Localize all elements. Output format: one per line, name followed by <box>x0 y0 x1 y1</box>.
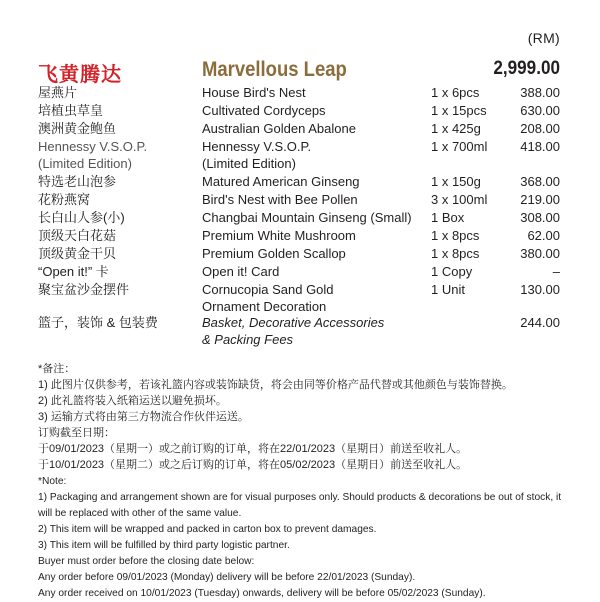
item-price: 388.00 <box>520 85 560 100</box>
item-quantity: 1 x 6pcs <box>431 85 480 100</box>
item-row <box>38 102 560 120</box>
item-price: 380.00 <box>520 246 560 261</box>
note-line: Any order before 09/01/2023 (Monday) delivery will be before 22/01/2023 (Sunday). <box>38 572 416 583</box>
item-english-name: Premium Golden Scallop <box>202 246 346 261</box>
item-chinese-name: 培植虫草皇 <box>38 103 104 118</box>
item-quantity: 1 x 15pcs <box>431 103 487 118</box>
item-row <box>38 245 560 263</box>
currency-label: (RM) <box>527 30 560 46</box>
note-heading: *备注： <box>38 363 76 375</box>
item-row <box>38 191 560 209</box>
item-chinese-name: 特选老山泡参 <box>38 174 117 189</box>
item-list <box>38 84 560 350</box>
item-price: 219.00 <box>520 192 560 207</box>
item-english-name: Cultivated Cordyceps <box>202 103 326 118</box>
item-chinese-name: 长白山人参(小) <box>38 210 125 225</box>
item-quantity: 1 Copy <box>431 264 473 279</box>
item-chinese-name: 顶级天白花菇 <box>38 228 117 243</box>
item-english-name-line2: Ornament Decoration <box>202 299 327 314</box>
item-chinese-name: 澳洲黄金鲍鱼 <box>38 121 117 136</box>
item-row <box>38 209 560 227</box>
note-line: Buyer must order before the closing date below: <box>38 556 255 567</box>
note-line: 3) This item will be fulfilled by third party logistic partner. <box>38 540 290 551</box>
note-line: will be replaced with other of the same value. <box>38 508 242 519</box>
item-chinese-name-line2: (Limited Edition) <box>38 156 132 171</box>
item-chinese-name-line1: Hennessy V.S.O.P. <box>38 139 148 154</box>
item-english-name: Matured American Ginseng <box>202 174 360 189</box>
note-line: 1) 此图片仅供参考，若该礼篮内容或装饰缺货，将会由同等价格产品代替或其他颜色与装饰替换。 <box>38 379 513 391</box>
product-title-english: Marvellous Leap <box>202 58 347 81</box>
product-title-chinese: 飞黄腾达 <box>38 64 122 86</box>
item-english-name: House Bird's Nest <box>202 85 306 100</box>
item-chinese-name <box>38 138 198 172</box>
item-price: 418.00 <box>520 139 560 154</box>
note-line: 于10/01/2023（星期二）或之后订购的订单，将在05/02/2023（星期日）前送至收礼人。 <box>38 459 468 471</box>
item-chinese-name: 屋燕片 <box>38 85 78 100</box>
item-row <box>38 84 560 102</box>
item-price: – <box>552 264 560 279</box>
item-price: 62.00 <box>527 228 560 243</box>
item-english-name <box>202 314 428 348</box>
note-line: Any order received on 10/01/2023 (Tuesday) onwards, delivery will be before 05/02/2023 (Sunday). <box>38 588 486 599</box>
item-english-name: Australian Golden Abalone <box>202 121 356 136</box>
item-price: 308.00 <box>520 210 560 225</box>
item-row <box>38 173 560 191</box>
item-english-name <box>202 138 428 172</box>
item-quantity: 1 x 425g <box>431 121 481 136</box>
item-quantity: 1 x 8pcs <box>431 228 480 243</box>
notes-english <box>38 474 570 602</box>
item-english-name: Bird's Nest with Bee Pollen <box>202 192 358 207</box>
note-line: 订购截至日期： <box>38 427 115 439</box>
product-total-price: 2,999.00 <box>493 58 560 79</box>
item-row <box>38 314 560 350</box>
note-line: 2) 此礼篮将装入纸箱运送以避免损坏。 <box>38 395 227 407</box>
item-quantity: 1 x 150g <box>431 174 481 189</box>
item-price: 368.00 <box>520 174 560 189</box>
item-english-name: Open it! Card <box>202 264 280 279</box>
notes-chinese <box>38 361 570 473</box>
item-row <box>38 120 560 138</box>
item-row <box>38 263 560 281</box>
note-heading: *Note: <box>38 476 67 487</box>
item-chinese-name: 聚宝盆沙金摆件 <box>38 282 130 297</box>
item-chinese-name: 花粉燕窝 <box>38 192 91 207</box>
item-quantity: 1 Box <box>431 210 465 225</box>
item-price: 208.00 <box>520 121 560 136</box>
item-english-name-line1: Basket, Decorative Accessories <box>202 315 385 330</box>
item-english-name: Premium White Mushroom <box>202 228 356 243</box>
note-line: 2) This item will be wrapped and packed in carton box to prevent damages. <box>38 524 377 535</box>
item-chinese-name: 顶级黄金干贝 <box>38 246 117 261</box>
note-line: 1) Packaging and arrangement shown are for visual purposes only. Should products & decorations be out of stock, it <box>38 492 562 503</box>
item-quantity: 1 x 8pcs <box>431 246 480 261</box>
item-row <box>38 227 560 245</box>
item-english-name: Changbai Mountain Ginseng (Small) <box>202 210 412 225</box>
item-english-name-line2: (Limited Edition) <box>202 156 296 171</box>
item-english-name-line2: & Packing Fees <box>202 332 294 347</box>
item-row <box>38 138 560 173</box>
item-chinese-name: 篮子，装饰 & 包装费 <box>38 315 158 330</box>
item-chinese-name: “Open it!” 卡 <box>38 264 109 279</box>
item-quantity: 1 Unit <box>431 282 465 297</box>
note-line: 3) 运输方式将由第三方物流合作伙伴运送。 <box>38 411 249 423</box>
item-price: 244.00 <box>520 315 560 330</box>
item-quantity: 1 x 700ml <box>431 139 488 154</box>
item-price: 630.00 <box>520 103 560 118</box>
item-english-name <box>202 281 428 315</box>
item-english-name-line1: Cornucopia Sand Gold <box>202 282 334 297</box>
product-header <box>38 58 560 84</box>
item-price: 130.00 <box>520 282 560 297</box>
item-quantity: 3 x 100ml <box>431 192 488 207</box>
item-english-name-line1: Hennessy V.S.O.P. <box>202 139 312 154</box>
note-line: 于09/01/2023（星期一）或之前订购的订单，将在22/01/2023（星期日）前送至收礼人。 <box>38 443 468 455</box>
item-row <box>38 281 560 314</box>
